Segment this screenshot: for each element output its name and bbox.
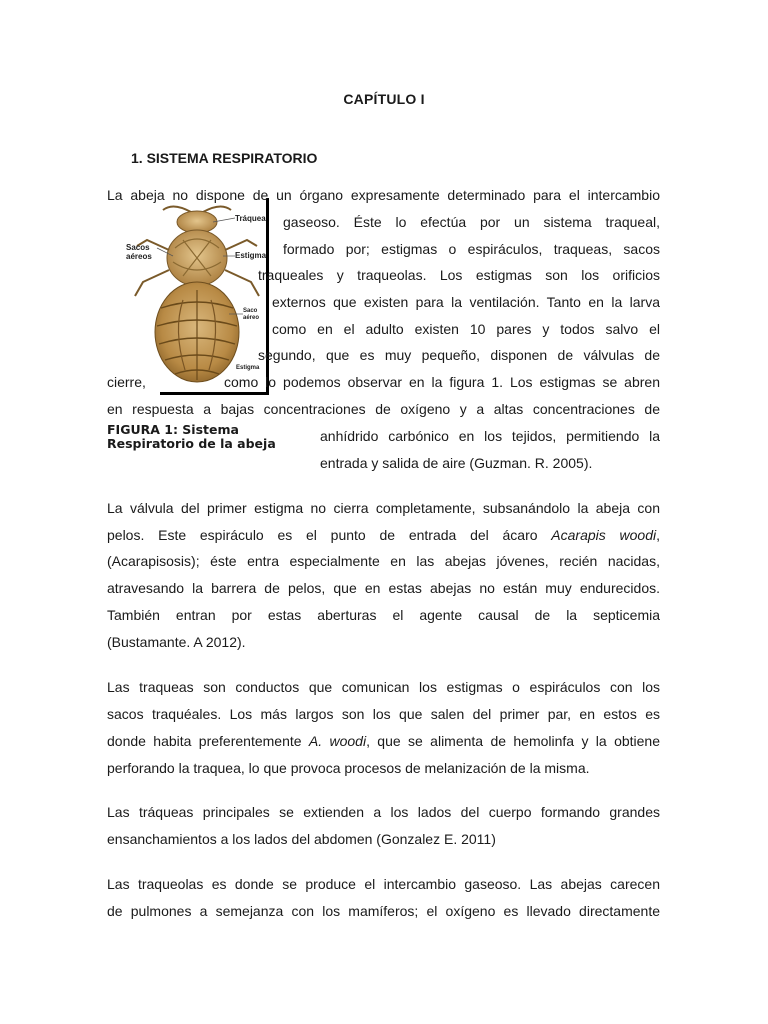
p1-line: en respuesta a bajas concentraciones de oxígeno y a altas concentraciones de — [107, 401, 660, 417]
bee-respiratory-figure — [113, 200, 273, 390]
p1-line: formado por; estigmas o espiráculos, traqueas, sacos — [283, 241, 660, 257]
p3-line: Las traqueas son conductos que comunican los estigmas o espiráculos con los — [107, 679, 660, 695]
p2-line: (Acarapisosis); éste entra especialmente en las abejas jóvenes, recién nacidas, — [107, 553, 660, 569]
p3-text: , que se alimenta de hemolinfa y la obtiene — [366, 733, 660, 749]
label-traquea: Tráquea — [235, 214, 266, 223]
figure-caption-line2: Respiratorio de la abeja — [107, 436, 276, 451]
p1-line: gaseoso. Éste lo efectúa por un sistema traqueal, — [283, 214, 660, 230]
p1-line: La abeja no dispone de un órgano expresamente determinado para el intercambio — [107, 187, 660, 203]
p2-text: pelos. Este espiráculo es el punto de entrada del ácaro — [107, 527, 552, 543]
p1-line: cierre, — [107, 374, 146, 390]
p3-species-italic: A. woodi — [308, 733, 367, 749]
p3-line: perforando la traquea, lo que provoca procesos de melanización de la misma. — [107, 760, 590, 776]
label-aereos: aéreos — [126, 252, 152, 261]
label-estigma-2: Estigma — [236, 365, 260, 371]
figure-caption — [107, 423, 297, 451]
label-estigma: Estigma — [235, 251, 267, 260]
p1-line: traqueales y traqueolas. Los estigmas son los orificios — [258, 267, 660, 283]
p1-line: como en el adulto existen 10 pares y todos salvo el — [272, 321, 660, 337]
p2-line: (Bustamante. A 2012). — [107, 634, 246, 650]
p1-line: segundo, que es muy pequeño, disponen de válvulas de — [258, 347, 660, 363]
p2-line: La válvula del primer estigma no cierra completamente, subsanándolo la abeja con — [107, 500, 660, 516]
p2-text: , — [656, 527, 660, 543]
label-saco: Saco — [243, 308, 258, 314]
p2-line: También entran por estas aberturas el agente causal de la septicemia — [107, 607, 660, 623]
p5-line: de pulmones a semejanza con los mamíferos; el oxígeno es llevado directamente — [107, 903, 660, 919]
section-heading: 1. SISTEMA RESPIRATORIO — [131, 150, 318, 166]
p4-line: ensanchamientos a los lados del abdomen (Gonzalez E. 2011) — [107, 831, 496, 847]
figure-caption-line1: FIGURA 1: Sistema — [107, 422, 239, 437]
p4-line: Las tráqueas principales se extienden a los lados del cuerpo formando grandes — [107, 804, 660, 820]
p2-line: atravesando la barrera de pelos, que en estas abejas no están muy endurecidos. — [107, 580, 660, 596]
label-sacos: Sacos — [126, 243, 150, 252]
p1-line: entrada y salida de aire (Guzman. R. 2005). — [320, 455, 593, 471]
p1-line: externos que existen para la ventilación. Tanto en la larva — [272, 294, 660, 310]
label-aereo: aéreo — [243, 315, 260, 321]
chapter-title: CAPÍTULO I — [343, 91, 425, 107]
p3-line — [107, 728, 660, 755]
p3-text: donde habita preferentemente — [107, 733, 309, 749]
p1-line: como lo podemos observar en la figura 1. Los estigmas se abren — [224, 374, 660, 390]
p1-line: anhídrido carbónico en los tejidos, permitiendo la — [320, 428, 660, 444]
p3-line: sacos traquéales. Los más largos son los que salen del primer par, en estos es — [107, 706, 660, 722]
p2-line — [107, 522, 660, 549]
p5-line: Las traqueolas es donde se produce el intercambio gaseoso. Las abejas carecen — [107, 876, 660, 892]
p2-species-italic: Acarapis woodi — [551, 527, 657, 543]
